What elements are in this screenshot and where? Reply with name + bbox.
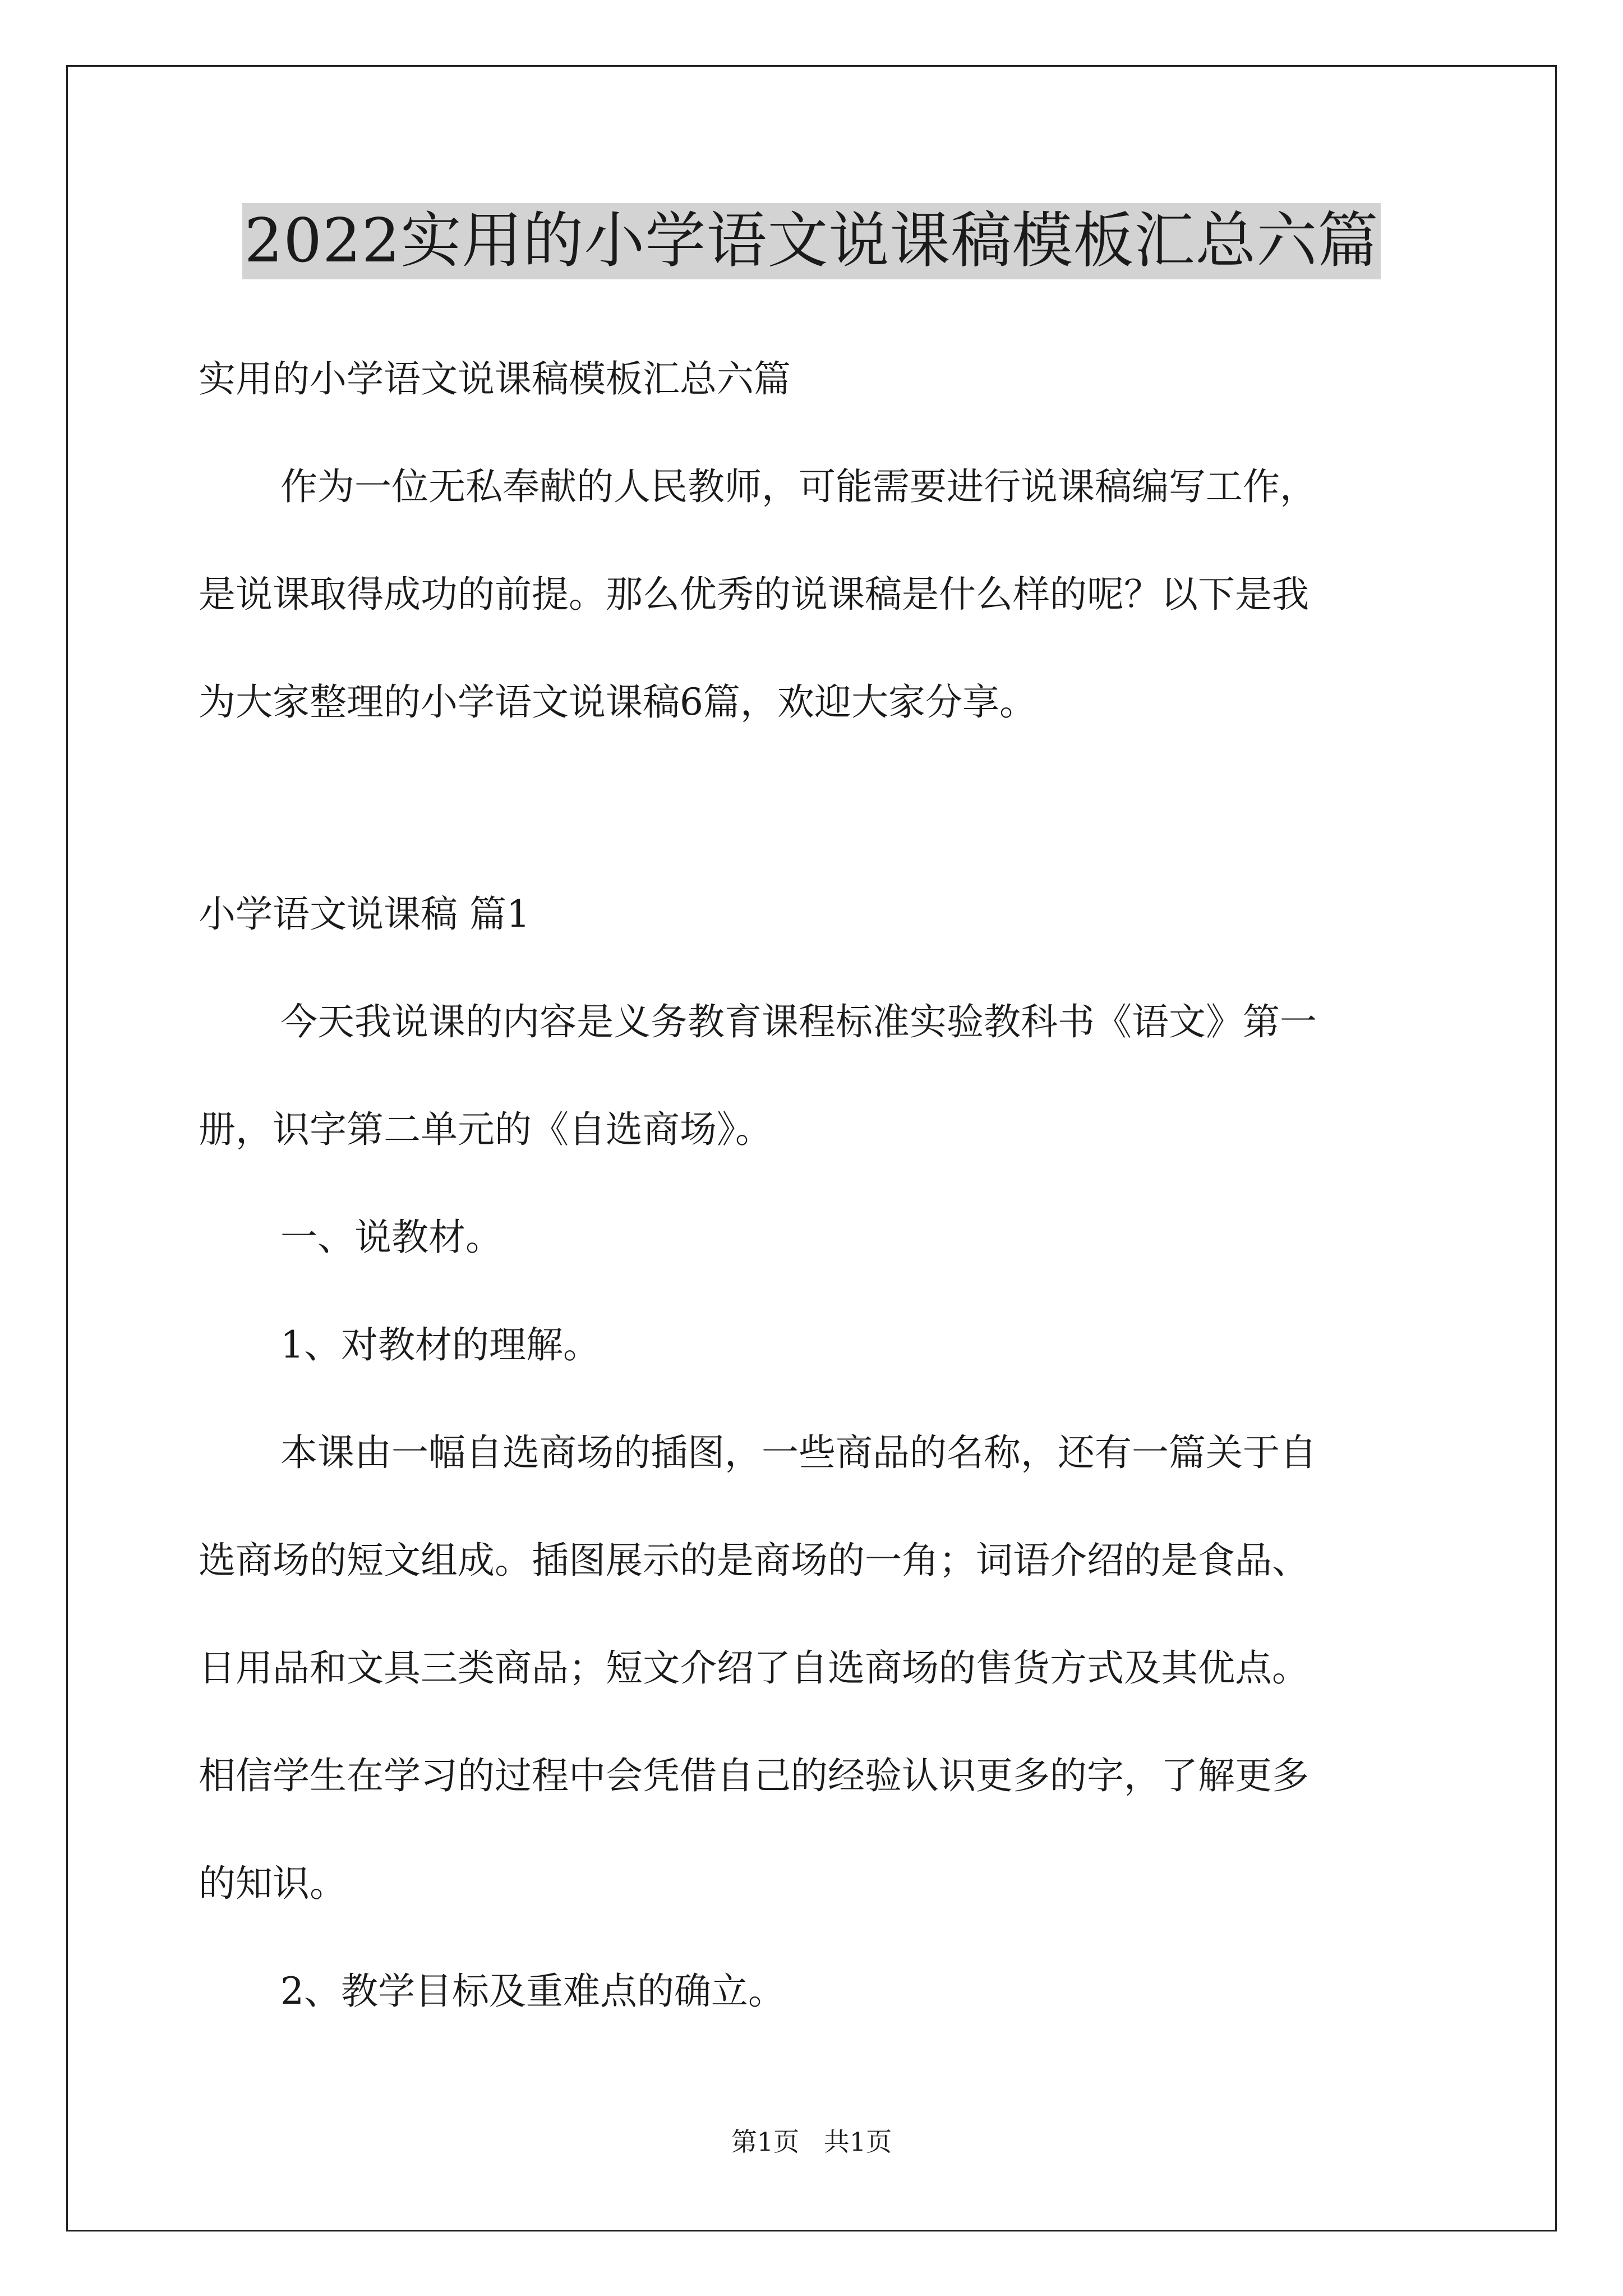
body-line: 选商场的短文组成。插图展示的是商场的一角；词语介绍的是食品、 (199, 1539, 1309, 1582)
page-footer: 第1页 共1页 (731, 2127, 892, 2157)
intro-line-2: 是说课取得成功的前提。那么优秀的说课稿是什么样的呢？以下是我 (199, 573, 1309, 616)
body-line: 一、说教材。 (280, 1216, 502, 1259)
body-line: 日用品和文具三类商品；短文介绍了自选商场的售货方式及其优点。 (199, 1646, 1309, 1690)
document-subtitle: 实用的小学语文说课稿模板汇总六篇 (199, 357, 791, 401)
body-line: 1、对教材的理解。 (280, 1323, 600, 1366)
title-container (0, 203, 1623, 279)
body-line: 2、教学目标及重难点的确立。 (280, 1970, 785, 2013)
body-line: 相信学生在学习的过程中会凭借自己的经验认识更多的字，了解更多 (199, 1754, 1309, 1797)
body-line: 的知识。 (199, 1862, 347, 1905)
body-line: 册，识字第二单元的《自选商场》。 (199, 1108, 772, 1151)
section-heading: 小学语文说课稿 篇1 (199, 892, 530, 936)
body-line: 本课由一幅自选商场的插图，一些商品的名称，还有一篇关于自 (280, 1431, 1317, 1474)
body-line: 今天我说课的内容是义务教育课程标准实验教科书《语文》第一 (280, 1000, 1317, 1043)
document-title: 2022实用的小学语文说课稿模板汇总六篇 (242, 203, 1381, 279)
intro-line-1: 作为一位无私奉献的人民教师，可能需要进行说课稿编写工作， (280, 465, 1317, 508)
intro-line-3: 为大家整理的小学语文说课稿6篇，欢迎大家分享。 (199, 680, 1036, 724)
